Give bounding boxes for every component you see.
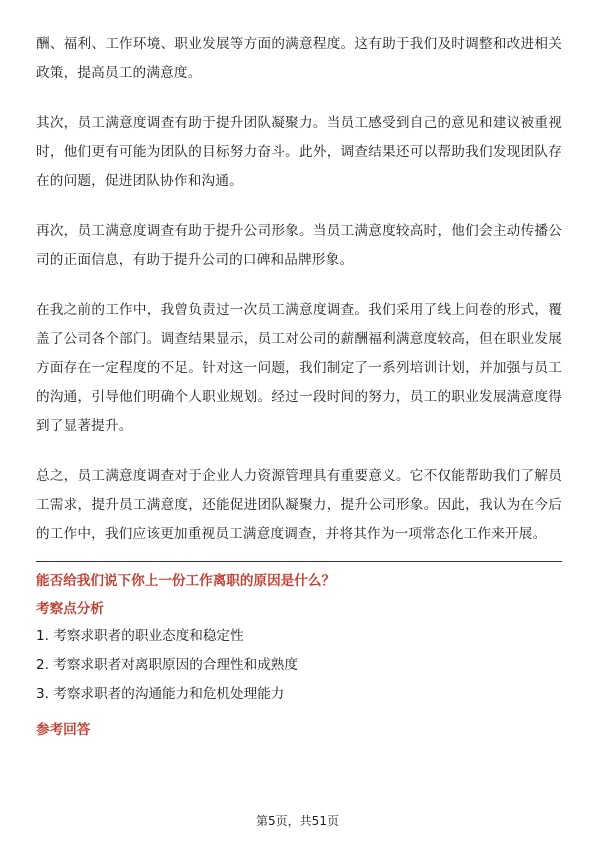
paragraph-experience: 在我之前的工作中，我曾负责过一次员工满意度调查。我们采用了线上问卷的形式，覆盖了公司各个部门。调查结果显示，员工对公司的薪酬福利满意度较高，但在职业发展方面存在一定程度的不足。针对这一问题，我们制定了一系列培训计划，并加强与员工的沟通，引导他们明确个人职业规划。经过一段时间的努力，员工的职业发展满意度得到了显著提升。 xyxy=(36,302,562,434)
analysis-point-list xyxy=(36,622,562,709)
interview-question: 能否给我们说下你上一份工作离职的原因是什么？ xyxy=(36,573,336,589)
analysis-point: 3. 考察求职者的沟通能力和危机处理能力 xyxy=(36,686,285,702)
paragraph-team-cohesion: 其次，员工满意度调查有助于提升团队凝聚力。当员工感受到自己的意见和建议被重视时，他们更有可能为团队的目标努力奋斗。此外，调查结果还可以帮助我们发现团队存在的问题，促进团队协作和沟通。 xyxy=(36,115,562,189)
analysis-point: 1. 考察求职者的职业态度和稳定性 xyxy=(36,628,244,644)
analysis-point: 2. 考察求职者对离职原因的合理性和成熟度 xyxy=(36,657,298,673)
paragraph-company-image: 再次，员工满意度调查有助于提升公司形象。当员工满意度较高时，他们会主动传播公司的正面信息，有助于提升公司的口碑和品牌形象。 xyxy=(36,223,562,268)
section-divider xyxy=(36,561,562,562)
page-number-footer: 第5页，共51页 xyxy=(256,814,339,828)
paragraph-salary-satisfaction: 酬、福利、工作环境、职业发展等方面的满意程度。这有助于我们及时调整和改进相关政策，提高员工的满意度。 xyxy=(36,36,562,81)
page-content xyxy=(36,30,562,743)
reference-answer-heading: 参考回答 xyxy=(36,722,91,738)
paragraph-conclusion: 总之，员工满意度调查对于企业人力资源管理具有重要意义。它不仅能帮助我们了解员工需求，提升员工满意度，还能促进团队凝聚力，提升公司形象。因此，我认为在今后的工作中，我们应该更加重视员工满意度调查，并将其作为一项常态化工作来开展。 xyxy=(36,468,562,542)
analysis-heading: 考察点分析 xyxy=(36,601,104,617)
